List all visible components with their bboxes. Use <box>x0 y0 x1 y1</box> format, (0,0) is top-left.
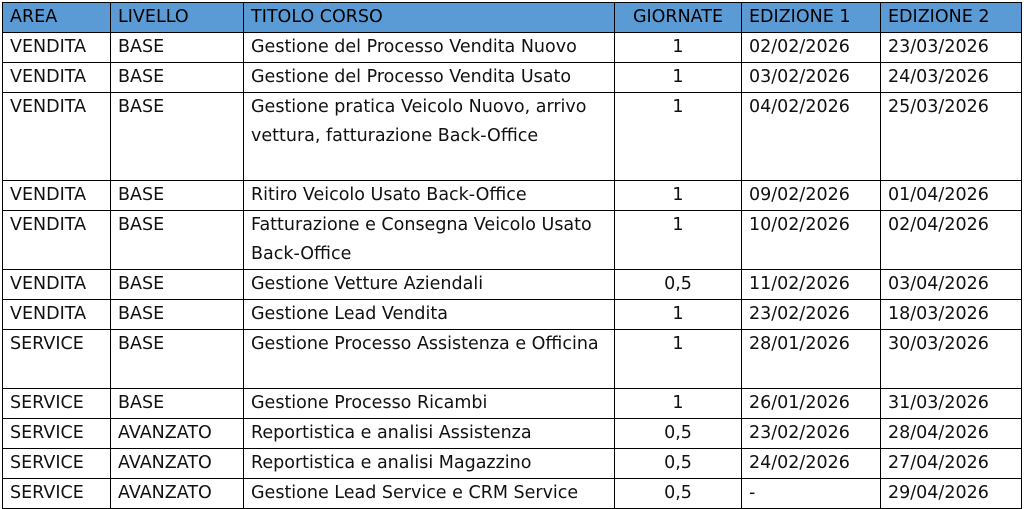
cell-livello: BASE <box>111 330 244 389</box>
cell-giornate: 1 <box>615 93 742 181</box>
header-area: AREA <box>3 3 111 33</box>
cell-titolo: Gestione Processo Ricambi <box>244 389 615 419</box>
cell-giornate: 1 <box>615 300 742 330</box>
cell-edizione-1: 28/01/2026 <box>742 330 881 389</box>
header-titolo-corso: TITOLO CORSO <box>244 3 615 33</box>
cell-titolo: Reportistica e analisi Assistenza <box>244 419 615 449</box>
course-schedule-table <box>2 2 1022 509</box>
cell-area: VENDITA <box>3 211 111 270</box>
cell-livello: BASE <box>111 211 244 270</box>
table-row <box>3 93 1022 181</box>
cell-titolo: Gestione Processo Assistenza e Officina <box>244 330 615 389</box>
cell-edizione-1: - <box>742 479 881 509</box>
cell-livello: BASE <box>111 33 244 63</box>
cell-titolo: Fatturazione e Consegna Veicolo Usato Back-Office <box>244 211 615 270</box>
cell-edizione-1: 11/02/2026 <box>742 270 881 300</box>
cell-livello: BASE <box>111 389 244 419</box>
table-row <box>3 419 1022 449</box>
table-row <box>3 270 1022 300</box>
cell-area: VENDITA <box>3 93 111 181</box>
cell-giornate: 1 <box>615 389 742 419</box>
cell-edizione-1: 04/02/2026 <box>742 93 881 181</box>
cell-livello: AVANZATO <box>111 419 244 449</box>
cell-edizione-2: 24/03/2026 <box>881 63 1022 93</box>
cell-livello: BASE <box>111 300 244 330</box>
cell-area: SERVICE <box>3 419 111 449</box>
cell-edizione-2: 30/03/2026 <box>881 330 1022 389</box>
cell-edizione-2: 03/04/2026 <box>881 270 1022 300</box>
cell-edizione-1: 03/02/2026 <box>742 63 881 93</box>
table-row <box>3 63 1022 93</box>
cell-giornate: 0,5 <box>615 419 742 449</box>
cell-edizione-1: 23/02/2026 <box>742 300 881 330</box>
cell-area: SERVICE <box>3 330 111 389</box>
cell-edizione-1: 02/02/2026 <box>742 33 881 63</box>
cell-area: SERVICE <box>3 449 111 479</box>
cell-livello: BASE <box>111 181 244 211</box>
cell-livello: BASE <box>111 93 244 181</box>
cell-edizione-1: 10/02/2026 <box>742 211 881 270</box>
cell-edizione-2: 28/04/2026 <box>881 419 1022 449</box>
cell-livello: BASE <box>111 270 244 300</box>
header-edizione-1: EDIZIONE 1 <box>742 3 881 33</box>
cell-livello: BASE <box>111 63 244 93</box>
table-header-row <box>3 3 1022 33</box>
cell-giornate: 1 <box>615 33 742 63</box>
cell-edizione-1: 09/02/2026 <box>742 181 881 211</box>
cell-edizione-1: 26/01/2026 <box>742 389 881 419</box>
cell-area: SERVICE <box>3 389 111 419</box>
header-giornate: GIORNATE <box>615 3 742 33</box>
cell-edizione-2: 25/03/2026 <box>881 93 1022 181</box>
header-livello: LIVELLO <box>111 3 244 33</box>
cell-titolo: Gestione del Processo Vendita Nuovo <box>244 33 615 63</box>
cell-edizione-1: 24/02/2026 <box>742 449 881 479</box>
cell-edizione-2: 29/04/2026 <box>881 479 1022 509</box>
cell-edizione-1: 23/02/2026 <box>742 419 881 449</box>
cell-titolo: Ritiro Veicolo Usato Back-Office <box>244 181 615 211</box>
table-row <box>3 211 1022 270</box>
cell-giornate: 1 <box>615 63 742 93</box>
cell-edizione-2: 23/03/2026 <box>881 33 1022 63</box>
table-row <box>3 479 1022 509</box>
table-row <box>3 300 1022 330</box>
cell-livello: AVANZATO <box>111 479 244 509</box>
cell-titolo: Gestione Lead Service e CRM Service <box>244 479 615 509</box>
cell-livello: AVANZATO <box>111 449 244 479</box>
cell-area: SERVICE <box>3 479 111 509</box>
cell-area: VENDITA <box>3 33 111 63</box>
cell-giornate: 0,5 <box>615 449 742 479</box>
cell-titolo: Reportistica e analisi Magazzino <box>244 449 615 479</box>
table-row <box>3 389 1022 419</box>
cell-giornate: 1 <box>615 181 742 211</box>
table-row <box>3 33 1022 63</box>
cell-edizione-2: 01/04/2026 <box>881 181 1022 211</box>
cell-giornate: 1 <box>615 330 742 389</box>
cell-titolo: Gestione Vetture Aziendali <box>244 270 615 300</box>
cell-titolo: Gestione Lead Vendita <box>244 300 615 330</box>
table-row <box>3 181 1022 211</box>
cell-titolo: Gestione pratica Veicolo Nuovo, arrivo vettura, fatturazione Back-Office <box>244 93 615 181</box>
cell-area: VENDITA <box>3 181 111 211</box>
cell-edizione-2: 18/03/2026 <box>881 300 1022 330</box>
table-row <box>3 330 1022 389</box>
header-edizione-2: EDIZIONE 2 <box>881 3 1022 33</box>
cell-edizione-2: 27/04/2026 <box>881 449 1022 479</box>
cell-giornate: 0,5 <box>615 270 742 300</box>
cell-area: VENDITA <box>3 300 111 330</box>
cell-area: VENDITA <box>3 270 111 300</box>
cell-giornate: 0,5 <box>615 479 742 509</box>
cell-area: VENDITA <box>3 63 111 93</box>
cell-titolo: Gestione del Processo Vendita Usato <box>244 63 615 93</box>
table-row <box>3 449 1022 479</box>
cell-edizione-2: 02/04/2026 <box>881 211 1022 270</box>
cell-edizione-2: 31/03/2026 <box>881 389 1022 419</box>
cell-giornate: 1 <box>615 211 742 270</box>
